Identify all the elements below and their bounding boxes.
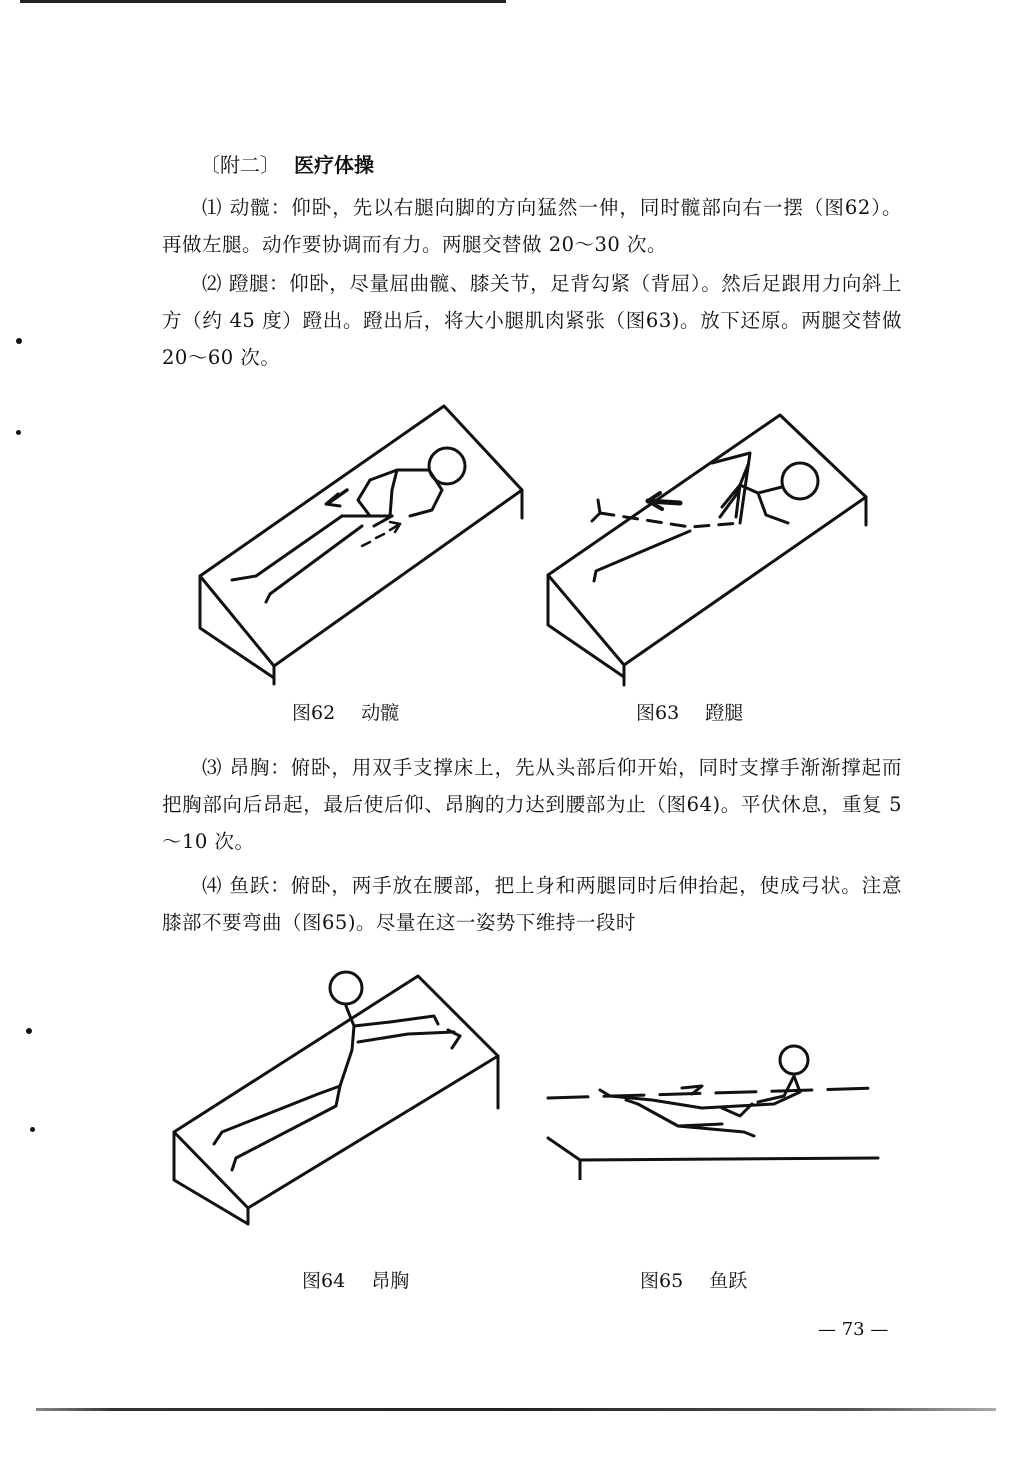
figure-62-caption [292, 700, 399, 726]
figure-62-number: 图62 [292, 702, 336, 724]
figure-64-number: 图64 [302, 1270, 346, 1292]
figure-63-caption [636, 700, 743, 726]
section-bracket: 〔附二〕 [200, 153, 280, 177]
page-number: — 73 — [818, 1319, 889, 1340]
figure-65-number: 图65 [640, 1270, 684, 1292]
figure-62-label: 动髋 [361, 702, 400, 724]
paragraph-raise-chest: ⑶ 昂胸：俯卧，用双手支撑床上，先从头部后仰开始，同时支撑手渐渐撑起而把胸部向后昂起，最后使后仰、昂胸的力达到腰部为止（图64)。平伏休息，重复 5～10 次。 [162, 756, 902, 853]
scan-speck [16, 338, 22, 344]
paragraph-fish-leap: ⑷ 鱼跃：俯卧，两手放在腰部，把上身和两腿同时后伸抬起，使成弓状。注意膝部不要弯曲（图65)。尽量在这一姿势下维持一段时 [162, 874, 902, 934]
figure-65-label: 鱼跃 [709, 1270, 748, 1292]
figure-65-caption [640, 1268, 747, 1294]
scan-speck [30, 1127, 35, 1132]
paragraph-move-hip: ⑴ 动髋：仰卧，先以右腿向脚的方向猛然一伸，同时髋部向右一摆（图62）。再做左腿。动作要协调而有力。两腿交替做 20～30 次。 [162, 196, 902, 256]
figure-62-illustration [192, 398, 537, 688]
figure-64-illustration [168, 962, 513, 1252]
figure-63-number: 图63 [636, 702, 680, 724]
scan-speck [26, 1028, 32, 1034]
section-heading [200, 150, 374, 180]
scan-speck [16, 430, 21, 435]
figure-64-caption [302, 1268, 409, 1294]
bottom-rule [36, 1408, 996, 1411]
paragraph-kick-leg: ⑵ 蹬腿：仰卧，尽量屈曲髋、膝关节，足背勾紧（背屈）。然后足跟用力向斜上方（约 45 度）蹬出。蹬出后，将大小腿肌肉紧张（图63)。放下还原。两腿交替做 20～60 次。 [162, 272, 902, 369]
figure-63-label: 蹬腿 [705, 702, 744, 724]
section-title: 医疗体操 [294, 153, 374, 177]
figure-64-label: 昂胸 [371, 1270, 410, 1292]
top-rule [20, 0, 506, 3]
figure-65-illustration [542, 1040, 887, 1180]
figure-63-illustration [540, 405, 880, 695]
